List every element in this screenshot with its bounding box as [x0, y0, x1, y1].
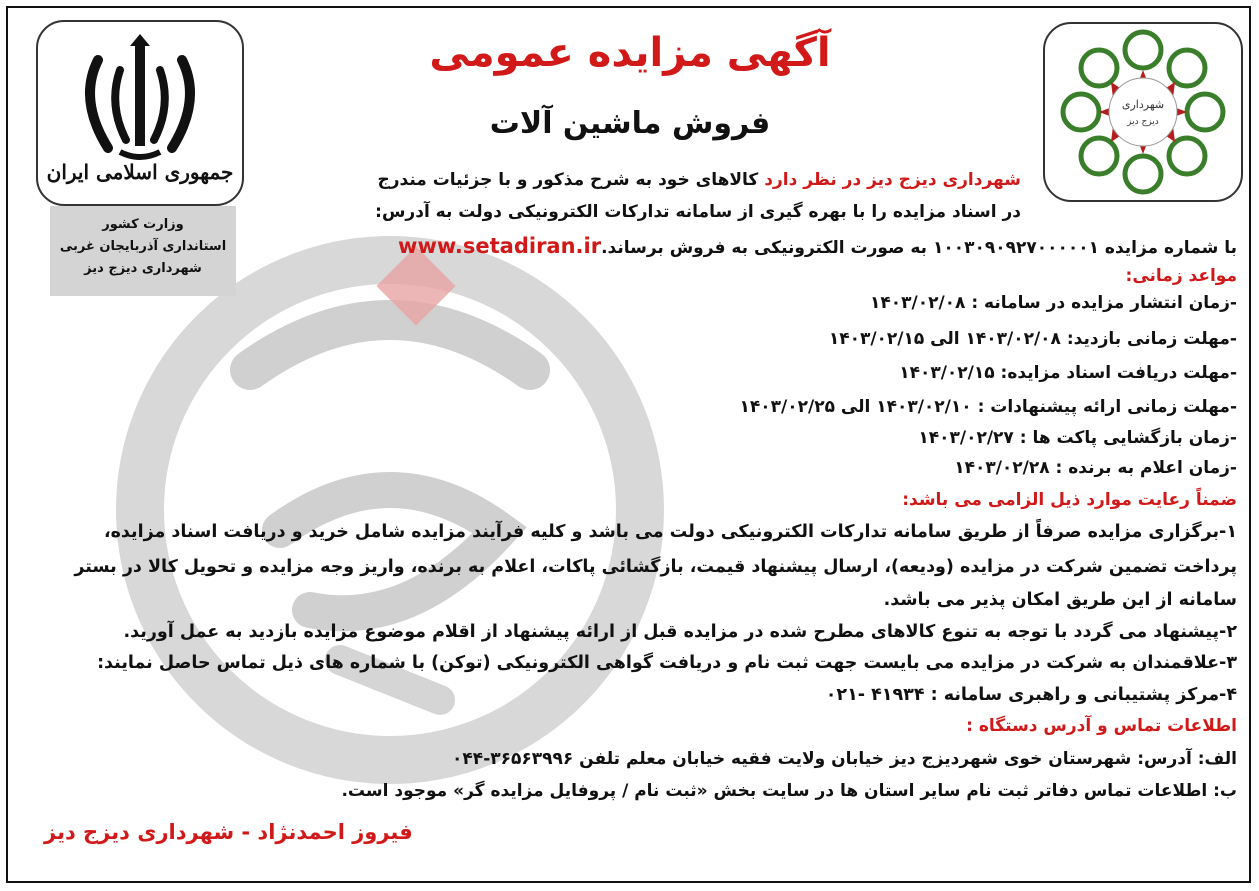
- intro-line-2: در اسناد مزایده را با بهره گیری از سامانه تدارکات الکترونیکی دولت به آدرس:: [375, 202, 1021, 222]
- watermark-emblem-icon: [110, 230, 670, 790]
- schedule-item: -مهلت زمانی بازدید: ۱۴۰۳/۰۲/۰۸ الی ۱۴۰۳/۰۲/۱۵: [828, 329, 1237, 349]
- iran-emblem-icon: [38, 30, 242, 170]
- org-line-2: استانداری آذربایجان غربی: [59, 239, 227, 254]
- intro-line-3-text: با شماره مزایده ۱۰۰۳۰۹۰۹۲۷۰۰۰۰۰۱ به صورت الکترونیکی به فروش برساند.: [601, 238, 1237, 258]
- rule-line: پرداخت تضمین شرکت در مزایده (ودیعه)، ارسال پیشنهاد قیمت، بازگشائی پاکات، اعلام به برنده، واریز وجه مزایده و تحویل کالا در بستر: [74, 557, 1237, 577]
- contact-address: الف: آدرس: شهرستان خوی شهردیزج دیز خیابان ولایت فقیه خیابان معلم تلفن ۳۶۵۶۳۹۹۶-۰۴۴: [452, 749, 1237, 769]
- intro-line-1: [377, 170, 1021, 190]
- rules-heading: ضمناً رعایت موارد ذیل الزامی می باشد:: [902, 490, 1237, 510]
- intro-red-text: شهرداری دیزج دیز در نظر دارد: [764, 170, 1021, 190]
- rule-line: ۴-مرکز پشتیبانی و راهبری سامانه : ۴۱۹۳۴ -۰۲۱: [825, 685, 1237, 705]
- contact-heading: اطلاعات تماس و آدرس دستگاه :: [966, 716, 1237, 736]
- iran-caption: جمهوری اسلامی ایران: [46, 160, 234, 184]
- municipality-emblem-text-1: شهرداری: [1121, 98, 1165, 111]
- signature: فیروز احمدنژاد - شهرداری دیزج دیز: [44, 820, 413, 844]
- contact-other-provinces: ب: اطلاعات تماس دفاتر ثبت نام سایر استان ها در سایت بخش «ثبت نام / پروفایل مزایده گر» موجود است.: [341, 781, 1237, 801]
- municipality-emblem-text-2: دیزج دیز: [1127, 117, 1159, 127]
- org-line-3: شهرداری دیزج دیز: [84, 261, 202, 276]
- rule-line: سامانه از این طریق امکان پذیر می باشد.: [883, 590, 1237, 610]
- intro-line-3: [398, 234, 1237, 258]
- intro-line-1-rest: کالاهای خود به شرح مذکور و با جزئیات مندرج: [377, 170, 765, 190]
- rule-line: ۳-علاقمندان به شرکت در مزایده می بایست جهت ثبت نام و دریافت گواهی الکترونیکی (توکن) با شماره های ذیل تماس حاصل نمایند:: [97, 653, 1237, 673]
- schedule-item: -زمان بازگشایی پاکت ها : ۱۴۰۳/۰۲/۲۷: [918, 428, 1237, 448]
- page-title: آگهی مزایده عمومی: [429, 30, 831, 76]
- municipality-logo-box: [1043, 22, 1243, 202]
- municipality-emblem-icon: [1045, 24, 1241, 200]
- iran-logo-box: [36, 20, 244, 206]
- schedule-item: -مهلت دریافت اسناد مزایده: ۱۴۰۳/۰۲/۱۵: [899, 363, 1237, 383]
- schedule-item: -زمان اعلام به برنده : ۱۴۰۳/۰۲/۲۸: [954, 458, 1237, 478]
- page-subtitle: فروش ماشین آلات: [489, 106, 771, 141]
- schedule-item: -زمان انتشار مزایده در سامانه : ۱۴۰۳/۰۲/۰۸: [869, 293, 1237, 313]
- rule-line: ۱-برگزاری مزایده صرفاً از طریق سامانه تدارکات الکترونیکی دولت می باشد و کلیه فرآیند مزایده شامل خرید و دریافت اسناد مزایده،: [103, 522, 1237, 542]
- organization-box: [50, 206, 236, 296]
- org-line-1: وزارت کشور: [102, 217, 184, 232]
- rule-line: ۲-پیشنهاد می گردد با توجه به تنوع کالاهای مطرح شده در مزایده قبل از ارائه پیشنهاد از اقلام موضوع مزایده بازدید به عمل آورید.: [123, 622, 1237, 642]
- website-link[interactable]: www.setadiran.ir: [398, 234, 602, 258]
- schedule-item: -مهلت زمانی ارائه پیشنهادات : ۱۴۰۳/۰۲/۱۰ الی ۱۴۰۳/۰۲/۲۵: [739, 397, 1237, 417]
- schedule-heading: مواعد زمانی:: [1125, 266, 1237, 286]
